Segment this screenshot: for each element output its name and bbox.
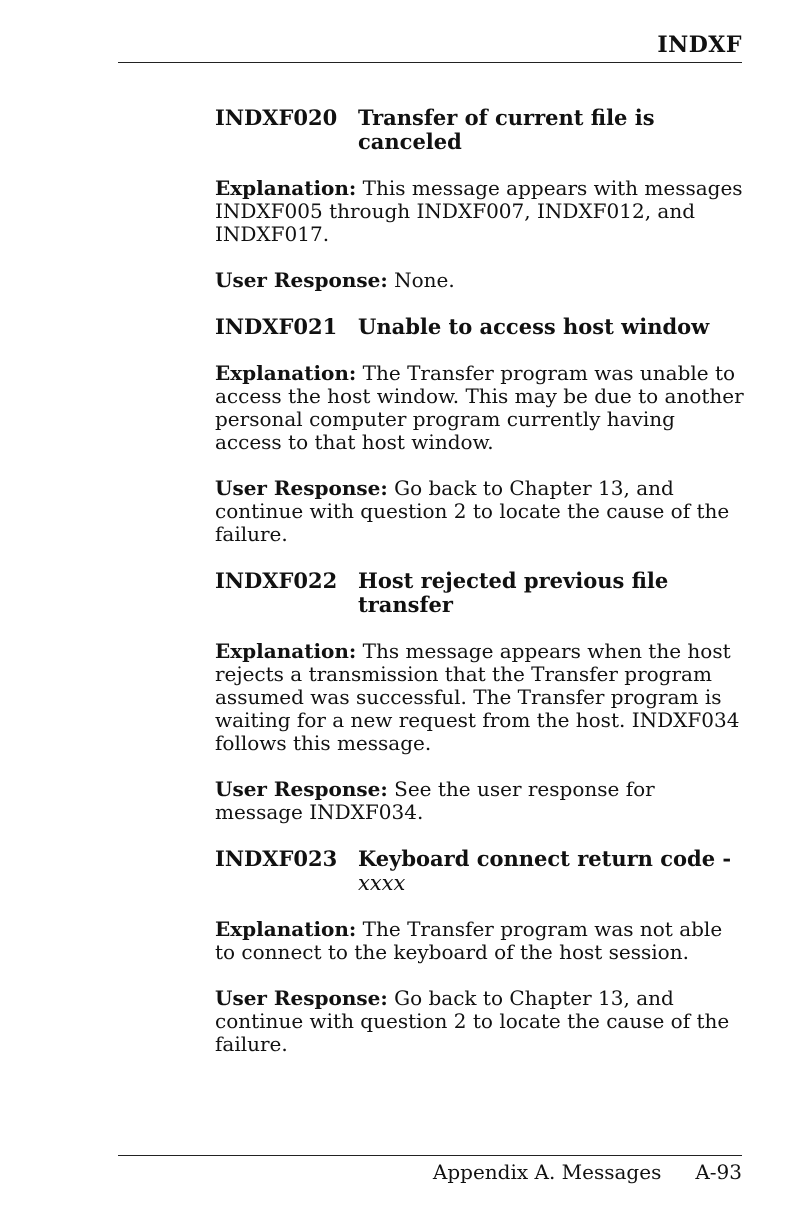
user-response-text: Go back to Chapter 13, and continue with question 2 to locate the cause of the failure. — [215, 476, 730, 546]
message-heading — [215, 569, 745, 617]
user-response-label: User Response: — [215, 268, 388, 292]
explanation-paragraph — [215, 918, 745, 964]
explanation-text: The Transfer program was unable to access the host window. This may be due to another personal computer program currently having access to that host window. — [215, 361, 744, 454]
explanation-label: Explanation: — [215, 361, 357, 385]
user-response-paragraph — [215, 778, 745, 824]
running-head: INDXF — [657, 32, 742, 58]
explanation-label: Explanation: — [215, 176, 357, 200]
explanation-paragraph — [215, 640, 745, 755]
top-rule — [118, 62, 742, 63]
user-response-paragraph — [215, 269, 745, 292]
message-id: INDXF022 — [215, 568, 338, 593]
user-response-text: None. — [394, 268, 455, 292]
user-response-paragraph — [215, 477, 745, 546]
explanation-paragraph — [215, 177, 745, 246]
user-response-label: User Response: — [215, 777, 388, 801]
message-title-text: Keyboard connect return code - — [358, 846, 732, 871]
page-footer — [433, 1160, 742, 1184]
page-number: A-93 — [695, 1160, 742, 1184]
explanation-label: Explanation: — [215, 639, 357, 663]
message-title: Host rejected previous file transfer — [358, 568, 669, 617]
explanation-paragraph — [215, 362, 745, 454]
message-id: INDXF020 — [215, 105, 338, 130]
explanation-text: The Transfer program was not able to connect to the keyboard of the host session. — [215, 917, 723, 964]
explanation-label: Explanation: — [215, 917, 357, 941]
user-response-text: Go back to Chapter 13, and continue with question 2 to locate the cause of the failure. — [215, 986, 730, 1056]
explanation-text: Ths message appears when the host rejects a transmission that the Transfer program assumed was successful. The Transfer program is waiting for a new request from the host. INDXF034 follows this message. — [215, 639, 740, 755]
user-response-label: User Response: — [215, 476, 388, 500]
message-title: Transfer of current file is canceled — [358, 105, 655, 154]
return-code-variable: xxxx — [358, 871, 406, 895]
message-list — [215, 106, 745, 1079]
message-title: Unable to access host window — [358, 314, 710, 339]
message-title — [358, 847, 745, 895]
user-response-text: See the user response for message INDXF034. — [215, 777, 655, 824]
message-id: INDXF021 — [215, 314, 338, 339]
message-heading — [215, 106, 745, 154]
user-response-label: User Response: — [215, 986, 388, 1010]
user-response-paragraph — [215, 987, 745, 1056]
bottom-rule — [118, 1155, 742, 1156]
footer-section-title: Appendix A. Messages — [432, 1160, 662, 1184]
message-heading — [215, 847, 745, 895]
message-heading — [215, 315, 745, 339]
explanation-text: This message appears with messages INDXF005 through INDXF007, INDXF012, and INDXF017. — [215, 176, 743, 246]
message-id: INDXF023 — [215, 846, 338, 871]
